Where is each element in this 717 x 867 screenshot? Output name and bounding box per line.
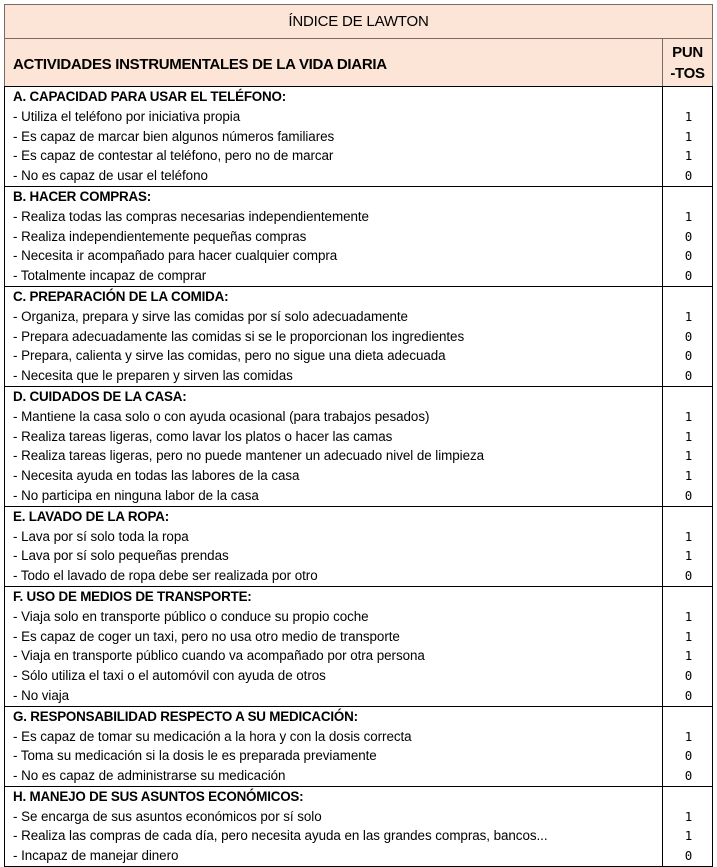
item-points-value: 1: [684, 468, 693, 484]
section-points-cell: [663, 286, 713, 386]
activity-item: - Es capaz de marcar bien algunos números familiares: [13, 128, 335, 144]
item-points-value: 1: [684, 648, 693, 664]
section-row-b: [5, 186, 713, 286]
section-row-c: [5, 286, 713, 386]
section-title: G. RESPONSABILIDAD RESPECTO A SU MEDICACIÓN:: [13, 708, 358, 724]
section-title: D. CUIDADOS DE LA CASA:: [13, 388, 187, 404]
activity-item: - Totalmente incapaz de comprar: [13, 268, 207, 284]
points-spacer: [665, 707, 712, 727]
points-spacer: [665, 787, 712, 807]
item-points-value: 0: [684, 487, 693, 503]
section-title: F. USO DE MEDIOS DE TRANSPORTE:: [13, 588, 252, 604]
section-title: B. HACER COMPRAS:: [13, 188, 151, 204]
section-points-cell: [663, 506, 713, 586]
activity-item: - Toma su medicación si la dosis le es preparada previamente: [13, 748, 377, 764]
activity-item: - Realiza independientemente pequeñas compras: [13, 228, 307, 244]
section-description-cell: [5, 506, 663, 586]
section-row-h: [5, 786, 713, 866]
item-points-value: 0: [684, 687, 693, 703]
item-points-value: 0: [684, 168, 693, 184]
item-points-value: 0: [684, 848, 693, 864]
table-title: ÍNDICE DE LAWTON: [5, 5, 713, 39]
section-title: C. PREPARACIÓN DE LA COMIDA:: [13, 288, 229, 304]
item-points-value: 1: [684, 808, 693, 824]
item-points-value: 1: [684, 308, 693, 324]
activity-item: - Incapaz de manejar dinero: [13, 848, 179, 864]
points-spacer: [665, 187, 712, 207]
title-row: [5, 5, 713, 39]
section-description-cell: [5, 706, 663, 786]
points-spacer: [665, 587, 712, 607]
activity-item: - Lava por sí solo pequeñas prendas: [13, 548, 229, 564]
item-points-value: 0: [684, 268, 693, 284]
activity-item: - Necesita ir acompañado para hacer cualquier compra: [13, 248, 338, 264]
points-spacer: [665, 387, 712, 407]
points-spacer: [665, 507, 712, 527]
item-points-value: 0: [684, 668, 693, 684]
section-row-d: [5, 386, 713, 506]
activity-item: - Se encarga de sus asuntos económicos por sí solo: [13, 808, 322, 824]
section-title: H. MANEJO DE SUS ASUNTOS ECONÓMICOS:: [13, 788, 304, 804]
item-points-value: 0: [684, 248, 693, 264]
activity-item: - Sólo utiliza el taxi o el automóvil con ayuda de otros: [13, 668, 326, 684]
section-points-cell: [663, 786, 713, 866]
lawton-index-table: [4, 4, 713, 867]
activity-item: - Realiza las compras de cada día, pero necesita ayuda en las grandes compras, bancos...: [13, 828, 548, 844]
points-column-header: [663, 39, 713, 87]
section-points-cell: [663, 706, 713, 786]
activity-item: - Necesita que le preparen y sirven las comidas: [13, 368, 293, 384]
item-points-value: 1: [684, 828, 693, 844]
activity-item: - Es capaz de contestar al teléfono, pero no de marcar: [13, 148, 334, 164]
activity-item: - Mantiene la casa solo o con ayuda ocasional (para trabajos pesados): [13, 408, 430, 424]
activity-item: - No es capaz de administrarse su medicación: [13, 768, 286, 784]
section-points-cell: [663, 87, 713, 187]
section-description-cell: [5, 286, 663, 386]
item-points-value: 0: [684, 568, 693, 584]
section-description-cell: [5, 586, 663, 706]
points-spacer: [665, 87, 712, 107]
activity-item: - Prepara, calienta y sirve las comidas, pero no sigue una dieta adecuada: [13, 348, 446, 364]
item-points-value: 1: [684, 208, 693, 224]
activity-item: - Lava por sí solo toda la ropa: [13, 528, 189, 544]
lawton-index-sheet: [4, 4, 712, 867]
activity-item: - Viaja solo en transporte público o conduce su propio coche: [13, 608, 369, 624]
item-points-value: 1: [684, 628, 693, 644]
section-points-cell: [663, 386, 713, 506]
section-title: A. CAPACIDAD PARA USAR EL TELÉFONO:: [13, 89, 286, 104]
activity-item: - Realiza tareas ligeras, pero no puede mantener un adecuado nivel de limpieza: [13, 448, 485, 464]
item-points-value: 1: [684, 728, 693, 744]
item-points-value: 0: [684, 228, 693, 244]
item-points-value: 1: [684, 108, 693, 124]
section-points-cell: [663, 186, 713, 286]
activity-item: - Realiza tareas ligeras, como lavar los platos o hacer las camas: [13, 428, 393, 444]
activity-item: - Utiliza el teléfono por iniciativa propia: [13, 108, 241, 124]
activity-item: - No viaja: [13, 687, 70, 703]
activity-item: - Organiza, prepara y sirve las comidas por sí solo adecuadamente: [13, 308, 408, 324]
item-points-value: 1: [684, 608, 693, 624]
item-points-value: 1: [684, 528, 693, 544]
activity-item: - Necesita ayuda en todas las labores de la casa: [13, 468, 300, 484]
activity-item: - Viaja en transporte público cuando va acompañado por otra persona: [13, 648, 425, 664]
item-points-value: 1: [684, 148, 693, 164]
item-points-value: 0: [684, 768, 693, 784]
section-points-cell: [663, 586, 713, 706]
item-points-value: 1: [684, 428, 693, 444]
activity-item: - No es capaz de usar el teléfono: [13, 168, 208, 184]
section-row-g: [5, 706, 713, 786]
item-points-value: 1: [684, 408, 693, 424]
item-points-value: 0: [684, 328, 693, 344]
points-header-line2: -TOS: [670, 64, 705, 82]
activity-item: - Prepara adecuadamente las comidas si se le proporcionan los ingredientes: [13, 328, 465, 344]
item-points-value: 0: [684, 748, 693, 764]
section-title: E. LAVADO DE LA ROPA:: [13, 508, 169, 524]
section-description-cell: [5, 786, 663, 866]
item-points-value: 1: [684, 128, 693, 144]
activity-item: - Es capaz de tomar su medicación a la hora y con la dosis correcta: [13, 728, 412, 744]
section-row-e: [5, 506, 713, 586]
item-points-value: 1: [684, 548, 693, 564]
header-row: [5, 39, 713, 87]
points-spacer: [665, 287, 712, 307]
points-header-line1: PUN: [672, 43, 703, 61]
section-description-cell: [5, 186, 663, 286]
item-points-value: 0: [684, 368, 693, 384]
activity-item: - Realiza todas las compras necesarias independientemente: [13, 208, 369, 224]
item-points-value: 1: [684, 448, 693, 464]
section-row-a: [5, 87, 713, 187]
section-description-cell: [5, 386, 663, 506]
section-row-f: [5, 586, 713, 706]
activity-item: - Es capaz de coger un taxi, pero no usa otro medio de transporte: [13, 628, 400, 644]
activity-item: - No participa en ninguna labor de la casa: [13, 487, 259, 503]
activity-item: - Todo el lavado de ropa debe ser realizada por otro: [13, 568, 318, 584]
item-points-value: 0: [684, 348, 693, 364]
activities-column-header: ACTIVIDADES INSTRUMENTALES DE LA VIDA DIARIA: [5, 39, 663, 87]
section-description-cell: [5, 87, 663, 187]
